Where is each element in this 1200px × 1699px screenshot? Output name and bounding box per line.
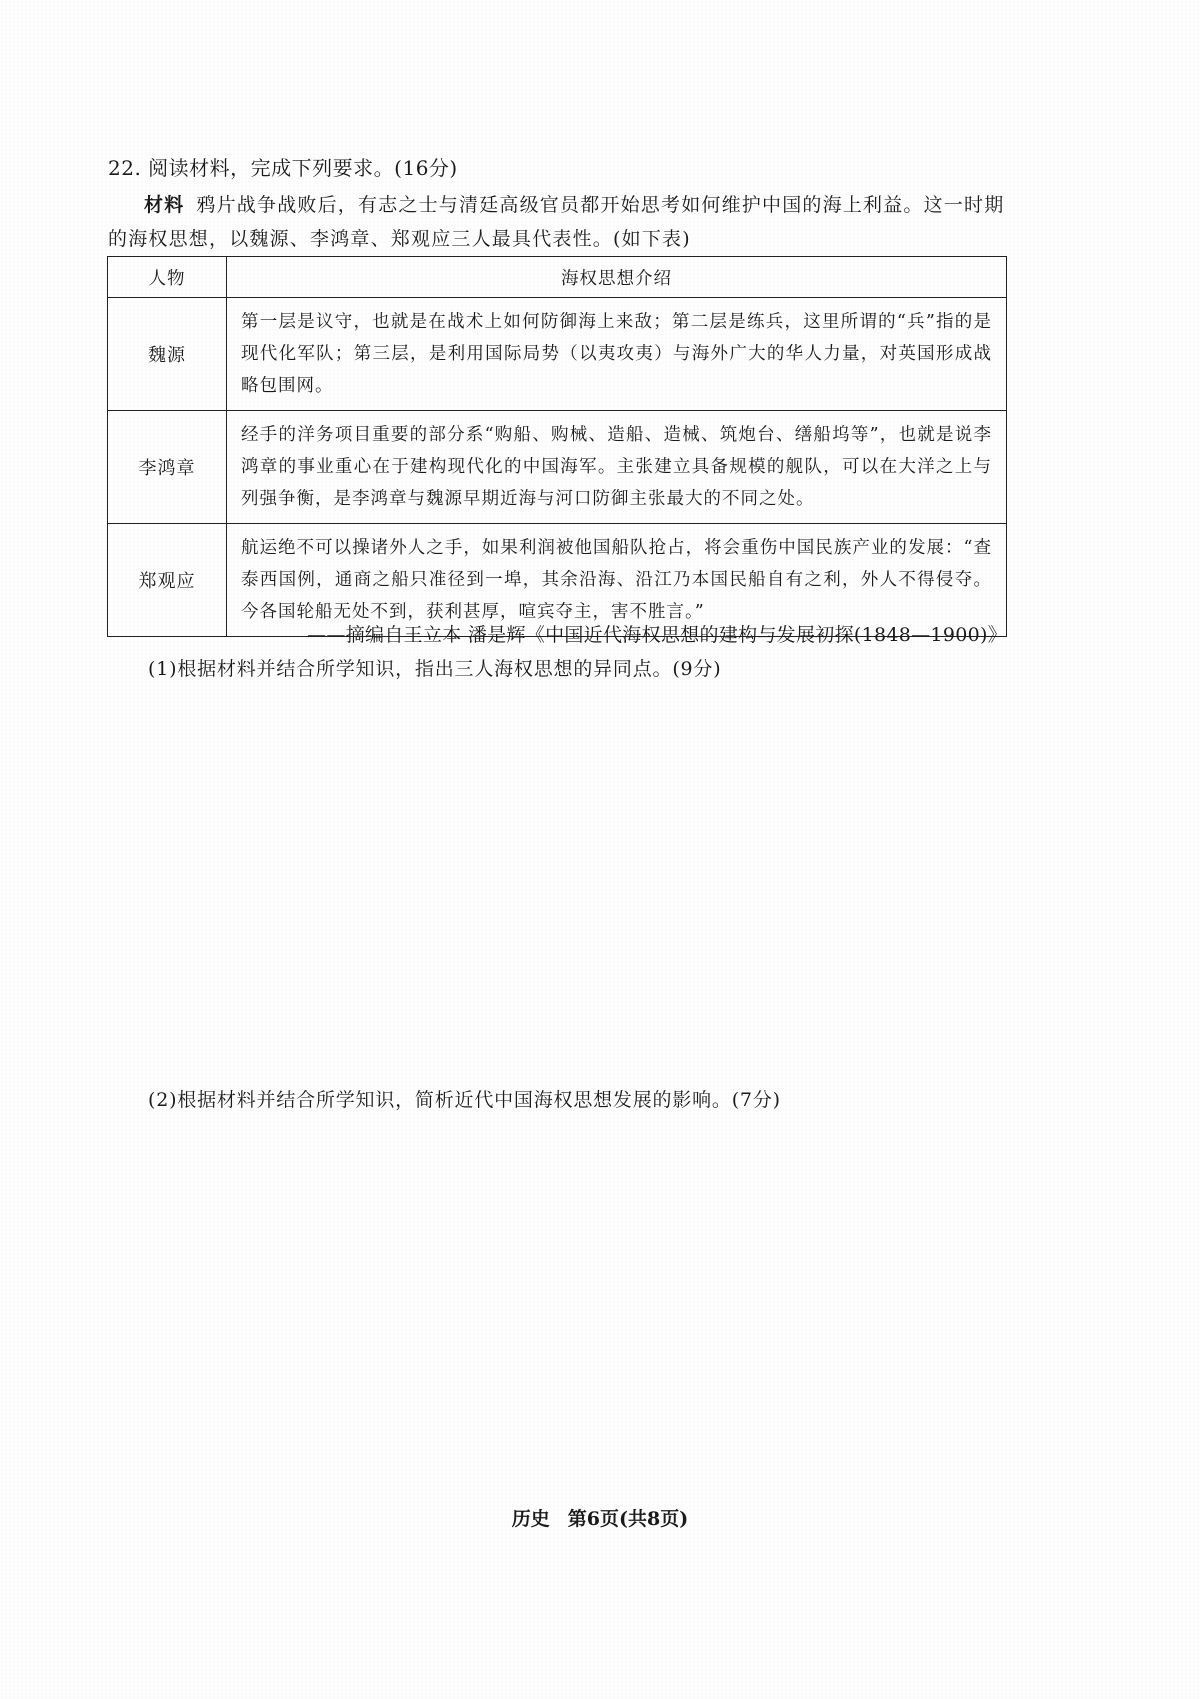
material-text: 鸦片战争战败后，有志之士与清廷高级官员都开始思考如何维护中国的海上利益。这一时期的海权思想，以魏源、李鸿章、郑观应三人最具代表性。(如下表) [108,194,1005,250]
person-name: 郑观应 [108,524,227,637]
material-paragraph [108,188,1008,256]
material-label: 材料 [144,194,185,216]
thought-desc: 航运绝不可以操诸外人之手，如果利润被他国船队抢占，将会重伤中国民族产业的发展：“查泰西国例，通商之船只准径到一埠，其余沿海、沿江乃本国民船自有之利，外人不得侵夺。今各国轮船无处不到，获利甚厚，喧宾夺主，害不胜言。” [227,524,1007,637]
table-row [108,411,1007,524]
header-person: 人物 [108,257,227,298]
sub-question-1: (1)根据材料并结合所学知识，指出三人海权思想的异同点。(9分) [148,658,722,680]
table-header-row [108,257,1007,298]
table-row [108,298,1007,411]
page-footer [0,1504,1200,1531]
sub-question-2: (2)根据材料并结合所学知识，简析近代中国海权思想发展的影响。(7分) [148,1089,781,1111]
person-name: 李鸿章 [108,411,227,524]
thought-desc: 经手的洋务项目重要的部分系“购船、购械、造船、造械、筑炮台、缮船坞等”，也就是说李鸿章的事业重心在于建构现代化的中国海军。主张建立具备规模的舰队，可以在大洋之上与列强争衡，是李鸿章与魏源早期近海与河口防御主张最大的不同之处。 [227,411,1007,524]
header-intro: 海权思想介绍 [227,257,1007,298]
footer-subject: 历史 [511,1508,550,1530]
question-title: 22. 阅读材料，完成下列要求。(16分) [108,156,458,180]
thought-desc: 第一层是议守，也就是在战术上如何防御海上来敌；第二层是练兵，这里所谓的“兵”指的是现代化军队；第三层，是利用国际局势（以夷攻夷）与海外广大的华人力量，对英国形成战略包围网。 [227,298,1007,411]
person-name: 魏源 [108,298,227,411]
haiquan-table [107,256,1007,637]
footer-page-info: 第6页(共8页) [567,1508,689,1530]
source-citation: ——摘编自王立本 潘是辉《中国近代海权思想的建构与发展初探(1848—1900)》 [307,624,1007,646]
